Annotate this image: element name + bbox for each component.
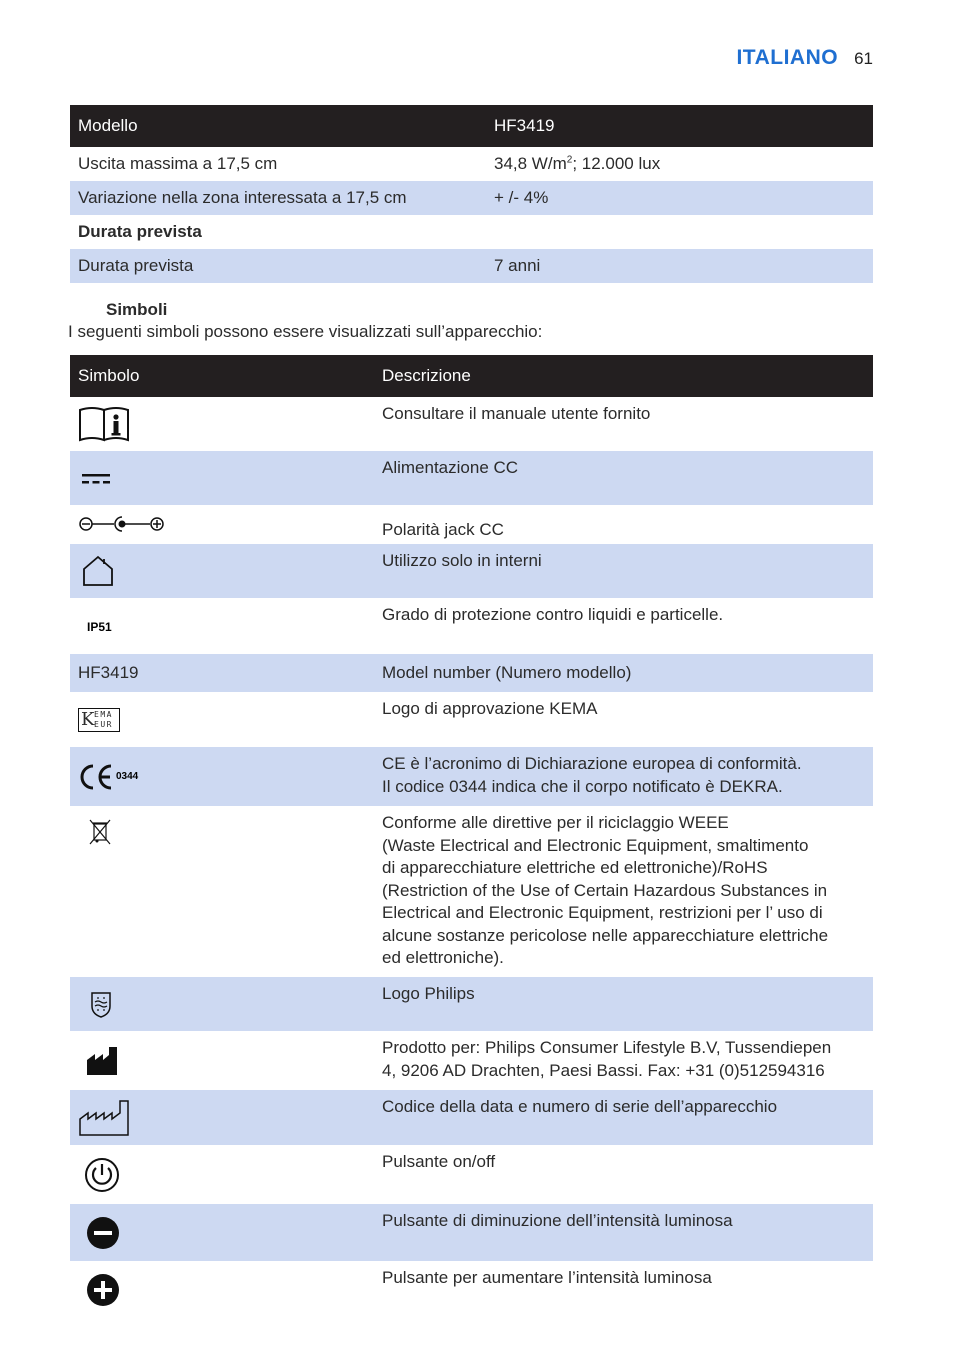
symbol-description: Logo di approvazione KEMA <box>374 692 873 747</box>
spec-label: Variazione nella zona interessata a 17,5 cm <box>70 181 486 215</box>
table-row <box>70 451 873 505</box>
symbol-description: Grado di protezione contro liquidi e particelle. <box>374 598 873 654</box>
symbol-description: Conforme alle direttive per il riciclaggio WEEE (Waste Electrical and Electronic Equipment, smaltimento di apparecchiature elettriche ed elettroniche)/RoHS (Restriction of the Use of Certain Hazardous Substances in Electrical and Electronic Equipment, restrizioni per l’ uso di alcune sostanze pericolose nelle apparecchiature elettriche ed elettroniche). <box>374 806 873 977</box>
power-icon <box>84 1157 120 1193</box>
table-row <box>70 1090 873 1145</box>
spec-value: 7 anni <box>486 249 873 283</box>
kema-icon: K EMA EUR <box>78 708 120 732</box>
symbol-description: Codice della data e numero di serie dell’apparecchio <box>374 1090 873 1145</box>
table-row <box>70 1261 873 1319</box>
symbols-header-row <box>70 355 873 397</box>
symbols-table <box>70 355 873 1319</box>
indoor-icon <box>78 555 118 587</box>
symbols-header-description: Descrizione <box>374 355 873 397</box>
dc-icon <box>78 472 114 486</box>
table-row <box>70 977 873 1031</box>
table-row <box>70 654 873 692</box>
symbol-description: Logo Philips <box>374 977 873 1031</box>
table-row <box>70 397 873 451</box>
page-header <box>736 46 873 70</box>
table-row <box>70 147 873 181</box>
manufacturer-icon <box>86 1046 118 1076</box>
table-row <box>70 249 873 283</box>
date-serial-icon <box>78 1099 130 1137</box>
spec-label: Durata prevista <box>70 249 486 283</box>
ce-icon: 0344 <box>78 763 138 791</box>
symbol-description: Alimentazione CC <box>374 451 873 505</box>
table-row <box>70 747 873 806</box>
table-row <box>70 692 873 747</box>
symbols-title: Simboli <box>106 300 168 319</box>
table-section-row <box>70 215 873 249</box>
symbol-description: Prodotto per: Philips Consumer Lifestyle B.V, Tussendiepen 4, 9206 AD Drachten, Paesi Bassi. Fax: +31 (0)512594316 <box>374 1031 873 1090</box>
table-row <box>70 181 873 215</box>
spec-label: Uscita massima a 17,5 cm <box>70 147 486 181</box>
table-row <box>70 1031 873 1090</box>
symbol-description: Pulsante per aumentare l’intensità luminosa <box>374 1261 873 1319</box>
manual-icon <box>78 406 134 442</box>
symbol-description: Pulsante di diminuzione dell’intensità luminosa <box>374 1204 873 1261</box>
symbol-description: Model number (Numero modello) <box>374 654 873 692</box>
symbol-description: Polarità jack CC <box>374 505 873 544</box>
symbols-header-symbol: Simbolo <box>70 355 374 397</box>
minus-icon <box>86 1216 120 1250</box>
table-row <box>70 1145 873 1204</box>
specs-header-model: Modello <box>70 105 486 147</box>
symbols-intro: I seguenti simboli possono essere visualizzati sull’apparecchio: <box>68 322 543 341</box>
symbol-description: Pulsante on/off <box>374 1145 873 1204</box>
spec-value: 34,8 $W/m^2$; 12.000 lux <box>486 147 873 181</box>
table-row <box>70 544 873 598</box>
symbol-description: CE è l’acronimo di Dichiarazione europea di conformità. Il codice 0344 indica che il corpo notificato è DEKRA. <box>374 747 873 806</box>
weee-bin-icon <box>88 818 112 846</box>
spec-section-label: Durata prevista <box>70 215 486 249</box>
spec-value: + /- 4% <box>486 181 873 215</box>
table-row <box>70 598 873 654</box>
model-number-symbol: HF3419 <box>70 654 374 692</box>
plus-icon <box>86 1273 120 1307</box>
polarity-icon <box>78 514 168 534</box>
specs-header-value: HF3419 <box>486 105 873 147</box>
specs-table <box>70 105 873 283</box>
table-row <box>70 806 873 977</box>
symbol-description: Utilizzo solo in interni <box>374 544 873 598</box>
ip-rating-label: IP51 <box>87 619 112 634</box>
page-number: 61 <box>854 49 873 68</box>
table-row <box>70 1204 873 1261</box>
table-row <box>70 505 873 544</box>
language-label: ITALIANO <box>736 46 839 69</box>
symbol-description: Consultare il manuale utente fornito <box>374 397 873 451</box>
philips-shield-icon <box>90 990 112 1018</box>
specs-header-row <box>70 105 873 147</box>
